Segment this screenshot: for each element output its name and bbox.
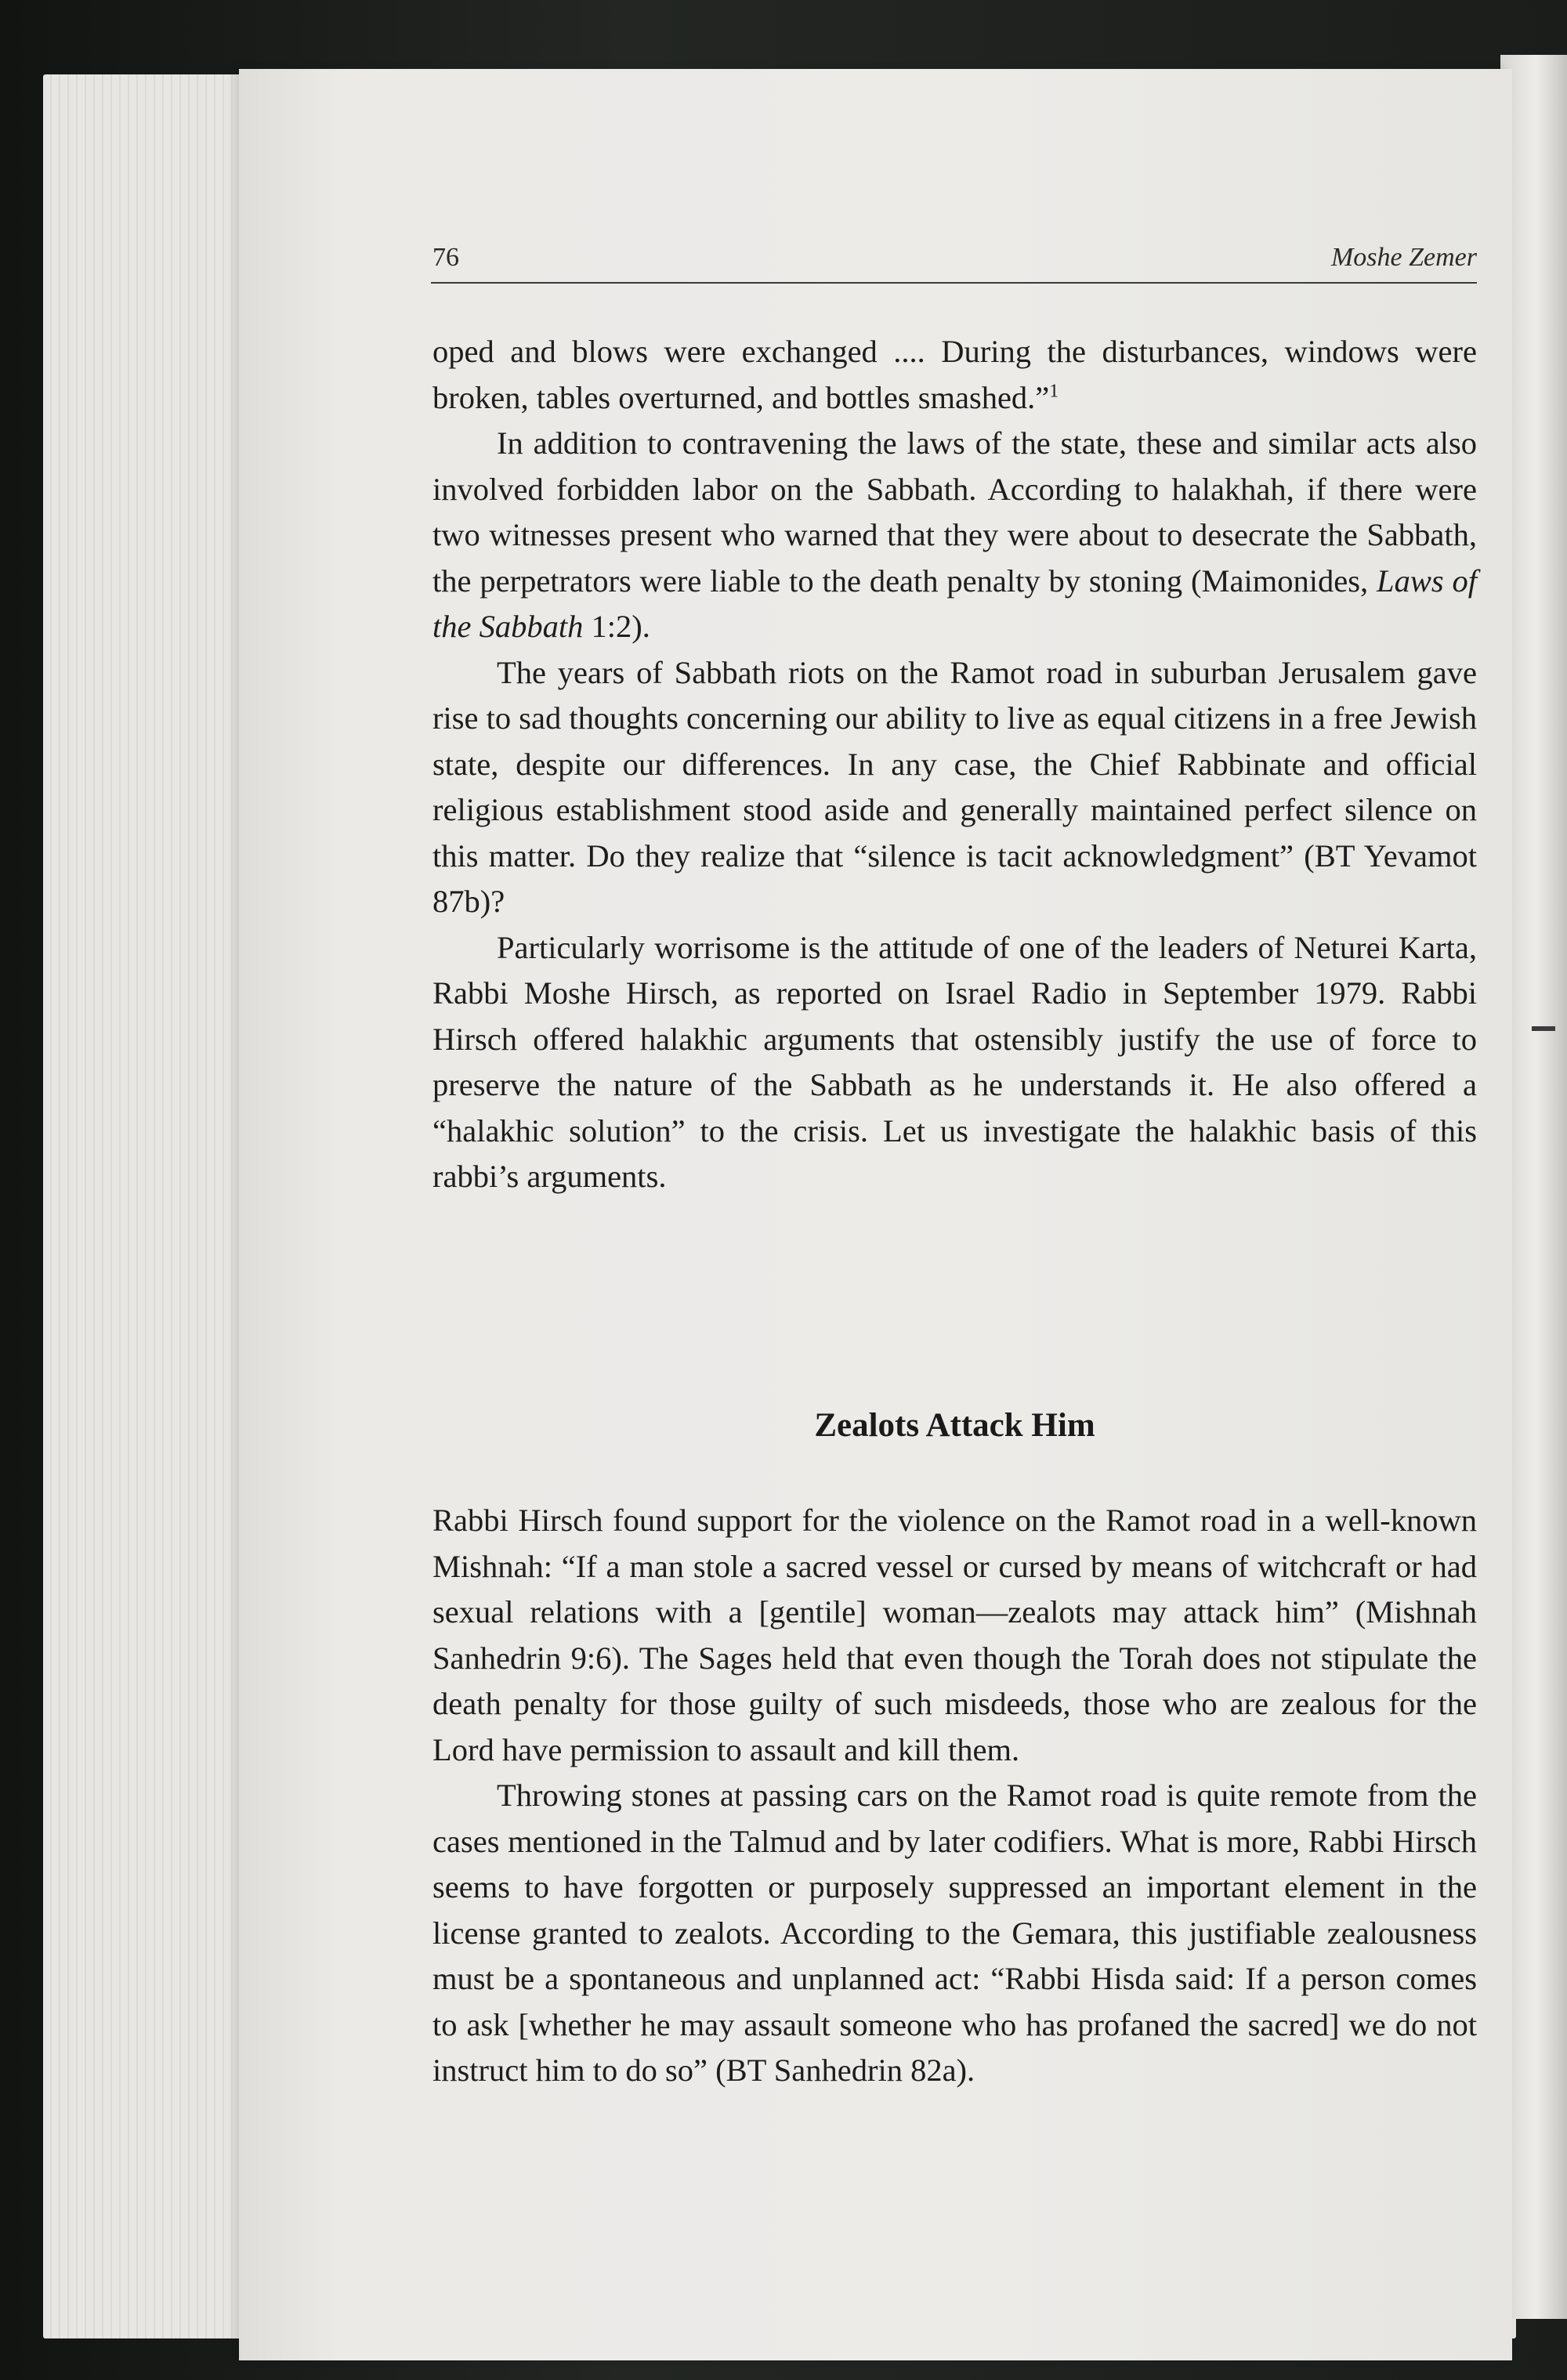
- paragraph: The years of Sabbath riots on the Ramot road in suburban Jerusalem gave rise to sad thoughts concerning our ability to live as equal citizens in a free Jewish state, despite our differences. In any case, the Chief Rabbinate and official religious establishment stood aside and generally maintained perfect silence on this matter. Do they realize that “silence is tacit acknowledgment” (BT Yevamot 87b)?: [432, 654, 1477, 919]
- running-head-author: Moshe Zemer: [1330, 243, 1477, 272]
- page-edge-marker: [1532, 1026, 1555, 1031]
- paragraph-text: oped and blows were exchanged .... During the disturbances, windows were broken, tables overturned, and bottles smashed.”: [432, 334, 1477, 415]
- paragraph: Rabbi Hirsch found support for the violence on the Ramot road in a well-known Mishnah: “If a man stole a sacred vessel or cursed by means of witchcraft or had sexual relations with a [gentile] woman—zealots may attack him” (Mishnah Sanhedrin 9:6). The Sages held that even though the Torah does not stipulate the death penalty for those guilty of such misdeeds, those who are zealous for the Lord have permission to assault and kill them.: [432, 1503, 1477, 1767]
- running-head: [431, 243, 1477, 284]
- paragraph-text: 1:2).: [583, 609, 650, 644]
- section-heading: Zealots Attack Him: [814, 1407, 1095, 1444]
- cited-work-title: Laws of the Sabbath: [432, 562, 1477, 644]
- paragraph-text: In addition to contravening the laws of the state, these and similar acts also involved forbidden labor on the Sabbath. According to halakhah, if there were two witnesses present who warned that they were about to desecrate the Sabbath, the perpetrators were liable to the death penalty by stoning (Maimonides,: [432, 425, 1477, 599]
- paragraph-continued: [432, 329, 1477, 421]
- paragraph: Throwing stones at passing cars on the Ramot road is quite remote from the cases mentioned in the Talmud and by later codifiers. What is more, Rabbi Hirsch seems to have forgotten or purposely suppressed an important element in the license granted to zealots. According to the Gemara, this justifiable zealousness must be a spontaneous and unplanned act: “Rabbi Hisda said: If a person comes to ask [whether he may assault someone who has profaned the sacred] we do not instruct him to do so” (BT Sanhedrin 82a).: [432, 1778, 1477, 2088]
- page-number: 76: [432, 243, 459, 272]
- footnote-marker: 1: [1049, 381, 1059, 401]
- paragraph: Particularly worrisome is the attitude of one of the leaders of Neturei Karta, Rabbi Moshe Hirsch, as reported on Israel Radio in September 1979. Rabbi Hirsch offered halakhic arguments that ostensibly justify the use of force to preserve the nature of the Sabbath as he understands it. He also offered a “halakhic solution” to the crisis. Let us investigate the halakhic basis of this rabbi’s arguments.: [432, 929, 1477, 1194]
- body-text-top: [432, 329, 1477, 1200]
- body-text-bottom: [432, 1498, 1477, 2094]
- paragraph: [432, 421, 1477, 650]
